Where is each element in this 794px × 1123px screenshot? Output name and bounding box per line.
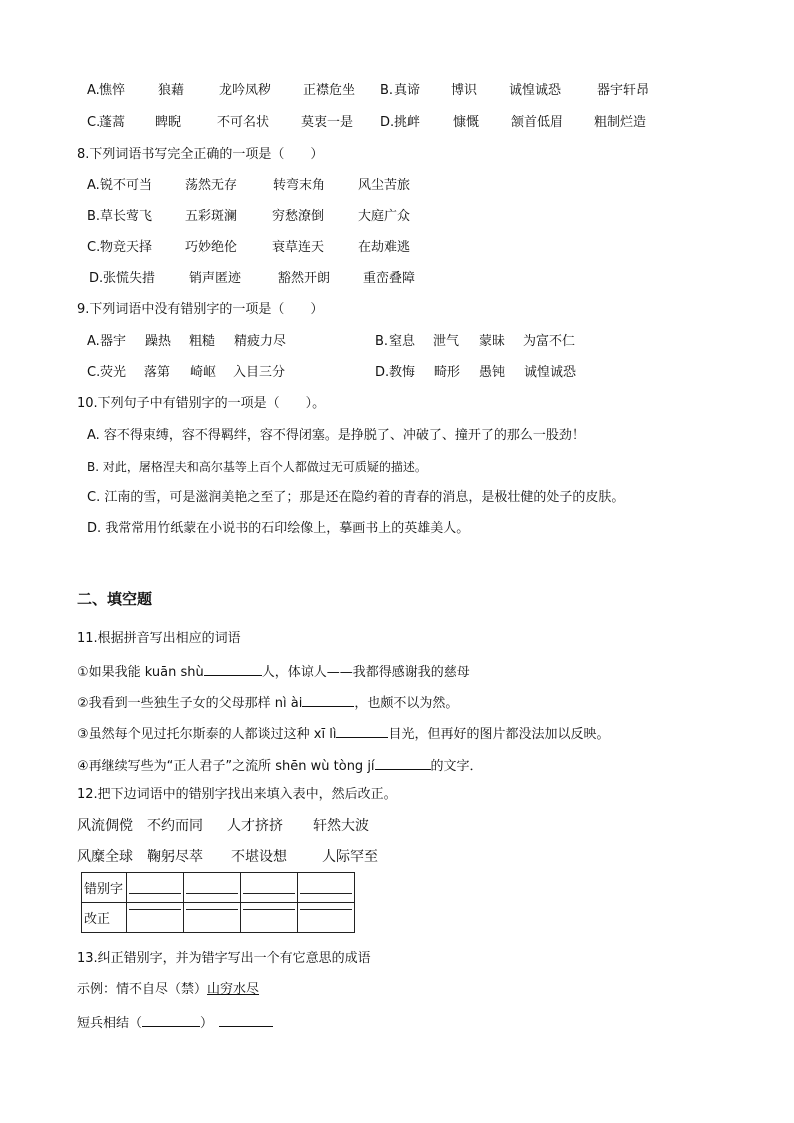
- word: 荧光: [100, 365, 127, 380]
- word: 粗制烂造: [594, 115, 647, 130]
- table-cell[interactable]: [298, 903, 355, 933]
- correction-table: [81, 872, 355, 933]
- word: 精疲力尽: [234, 334, 287, 349]
- word: 粗糙: [189, 334, 216, 349]
- q10-stem: 10.下列句子中有错别字的一项是（ ）。: [77, 396, 326, 411]
- word: 大庭广众: [358, 209, 411, 224]
- word: 张慌失措: [103, 271, 156, 286]
- table-row: [82, 903, 355, 933]
- word: 入目三分: [233, 365, 286, 380]
- item-text: ）: [200, 1016, 214, 1031]
- word: 诚惶诚恐: [509, 83, 562, 98]
- word: 在劫难逃: [358, 240, 411, 255]
- example-answer: 山穷水尽: [207, 982, 260, 997]
- answer-blank[interactable]: [302, 692, 354, 707]
- word: 不可名状: [217, 115, 270, 130]
- q13-example: [77, 981, 259, 999]
- option-label: A.: [87, 178, 100, 193]
- q10-option-b: B. 对此，屠格涅夫和高尔基等上百个人都做过无可质疑的描述。: [87, 460, 427, 474]
- word: 蒙昧: [479, 334, 506, 349]
- word: 慷慨: [453, 115, 480, 130]
- word: 崎岖: [190, 365, 217, 380]
- word: 挑衅: [394, 115, 421, 130]
- word: 穷愁潦倒: [272, 209, 325, 224]
- q12-stem: 12.把下边词语中的错别字找出来填入表中，然后改正。: [77, 787, 397, 802]
- option-label: A.: [87, 334, 100, 349]
- table-row: [82, 873, 355, 903]
- answer-blank[interactable]: [336, 723, 388, 738]
- word: 巧妙绝伦: [185, 240, 238, 255]
- table-cell[interactable]: [127, 903, 184, 933]
- word: 莫衷一是: [301, 115, 354, 130]
- word: 鞠躬尽萃: [147, 849, 203, 865]
- word: 落第: [144, 365, 171, 380]
- word: 憔悴: [99, 83, 126, 98]
- item-text: 的文字．: [430, 759, 483, 774]
- item-text: ①如果我能 kuān shù: [77, 665, 204, 680]
- word: 泄气: [433, 334, 460, 349]
- word: 不堪设想: [231, 849, 287, 865]
- q13-item: [77, 1012, 273, 1033]
- word: 锐不可当: [100, 178, 153, 193]
- q10-option-a: A. 容不得束缚，容不得羁绊，容不得闭塞。是挣脱了、冲破了、撞开了的那么一股劲！: [87, 428, 585, 443]
- item-text: 短兵相结（: [77, 1016, 143, 1031]
- word: 教悔: [389, 365, 416, 380]
- table-cell[interactable]: [298, 873, 355, 903]
- word: 为富不仁: [523, 334, 576, 349]
- word: 诚惶诚恐: [524, 365, 577, 380]
- word: 正襟危坐: [303, 83, 356, 98]
- word: 器宇轩昂: [597, 83, 650, 98]
- option-label: C.: [87, 115, 101, 130]
- word: 衰草连天: [272, 240, 325, 255]
- item-text: ④再继续写些为“正人君子”之流所 shēn wù tòng jí: [77, 759, 375, 774]
- word: 转弯末角: [273, 178, 326, 193]
- word: 物竞天择: [100, 240, 153, 255]
- option-label: D.: [375, 365, 390, 380]
- row-header: 错别字: [82, 873, 127, 903]
- word: 不约而同: [147, 818, 203, 834]
- option-label: D.: [89, 271, 104, 286]
- q9-stem: 9.下列词语中没有错别字的一项是（ ）: [77, 302, 324, 317]
- q11-stem: 11.根据拼音写出相应的词语: [77, 631, 241, 646]
- table-cell[interactable]: [241, 873, 298, 903]
- word: 豁然开朗: [278, 271, 331, 286]
- table-cell[interactable]: [241, 903, 298, 933]
- example-prefix: 示例：情不自尽（禁）: [77, 982, 208, 997]
- table-cell[interactable]: [184, 903, 241, 933]
- correction-blank[interactable]: [142, 1012, 200, 1027]
- word: 五彩斑澜: [185, 209, 238, 224]
- word: 轩然大波: [313, 818, 369, 834]
- word: 颔首低眉: [511, 115, 564, 130]
- q11-item-3: [77, 723, 609, 744]
- answer-blank[interactable]: [375, 755, 431, 770]
- word: 人际罕至: [322, 849, 378, 865]
- option-label: B.: [380, 83, 394, 98]
- word: 狼藉: [158, 83, 185, 98]
- section-title: 二、填空题: [77, 590, 153, 608]
- word: 畸形: [434, 365, 461, 380]
- item-text: 人，体谅人——我都得感谢我的慈母: [261, 665, 470, 680]
- word: 睥睨: [155, 115, 182, 130]
- answer-blank[interactable]: [204, 661, 262, 676]
- option-label: B.: [87, 209, 101, 224]
- q10-option-c: C. 江南的雪，可是滋润美艳之至了；那是还在隐约着的青春的消息，是极壮健的处子的皮肤。: [87, 490, 625, 505]
- word: 风糜全球: [77, 849, 133, 865]
- word: 蓬蒿: [99, 115, 126, 130]
- word: 销声匿迹: [189, 271, 242, 286]
- option-label: C.: [87, 365, 101, 380]
- q11-item-4: [77, 755, 483, 776]
- word: 愚钝: [479, 365, 506, 380]
- word: 荡然无存: [185, 178, 238, 193]
- item-text: ，也颇不以为然。: [354, 696, 459, 711]
- option-label: A.: [87, 83, 100, 98]
- option-label: B.: [375, 334, 389, 349]
- word: 器宇: [100, 334, 127, 349]
- option-label: C.: [87, 240, 101, 255]
- word: 重峦叠障: [363, 271, 416, 286]
- word: 窒息: [389, 334, 416, 349]
- item-text: ②我看到一些独生子女的父母那样 nì ài: [77, 696, 303, 711]
- word: 草长莺飞: [100, 209, 153, 224]
- table-cell[interactable]: [184, 873, 241, 903]
- word: 躁热: [145, 334, 172, 349]
- word: 博识: [451, 83, 478, 98]
- idiom-blank[interactable]: [219, 1012, 273, 1027]
- word: 龙吟凤秽: [219, 83, 272, 98]
- word: 风流倜傥: [77, 818, 133, 834]
- item-text: ③虽然每个见过托尔斯泰的人都谈过这种 xī lì: [77, 727, 337, 742]
- word: 人才挤挤: [227, 818, 283, 834]
- q8-stem: 8.下列词语书写完全正确的一项是（ ）: [77, 147, 324, 162]
- q11-item-1: [77, 661, 470, 682]
- q13-stem: 13.纠正错别字，并为错字写出一个有它意思的成语: [77, 951, 371, 966]
- item-text: 目光，但再好的图片都没法加以反映。: [388, 727, 610, 742]
- row-header: 改正: [82, 903, 127, 933]
- word: 风尘苦旅: [358, 178, 411, 193]
- table-cell[interactable]: [127, 873, 184, 903]
- q10-option-d: D. 我常常用竹纸蒙在小说书的石印绘像上，摹画书上的英雄美人。: [87, 521, 470, 536]
- q11-item-2: [77, 692, 458, 713]
- option-label: D.: [380, 115, 395, 130]
- word: 真谛: [394, 83, 421, 98]
